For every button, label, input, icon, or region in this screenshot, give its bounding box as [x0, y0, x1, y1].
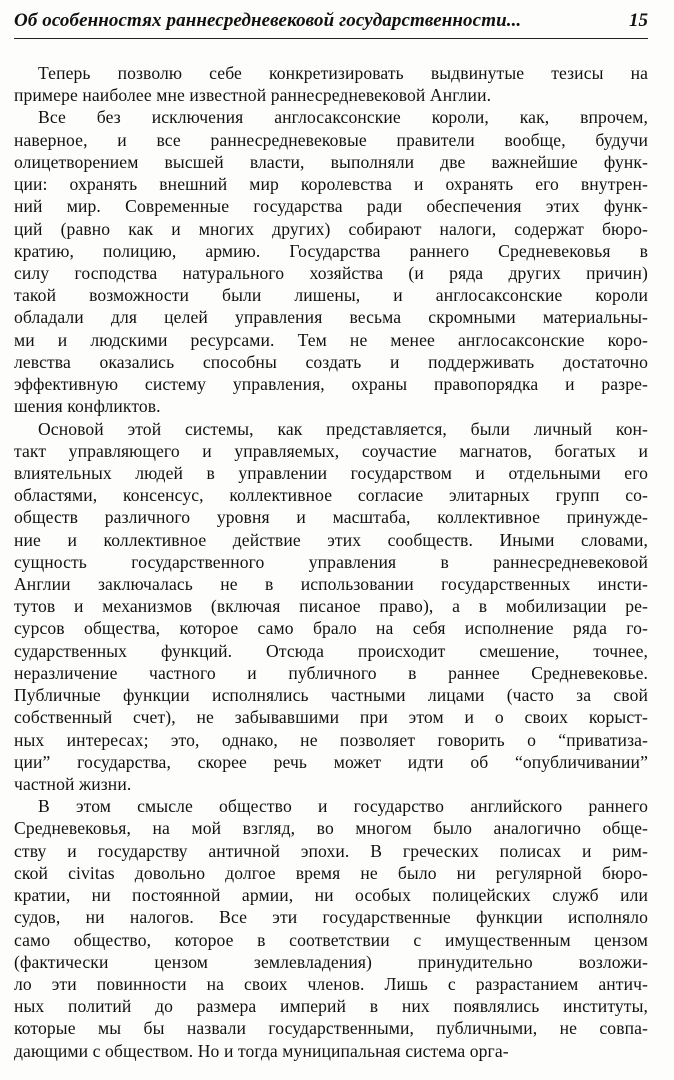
text-line: обладали для целей управления весьма скромными материальны- [14, 307, 648, 328]
text-line: ми и людскими ресурсами. Тем не менее англосаксонские коро- [14, 329, 648, 350]
text-line: кратии, ни постоянной армии, ни особых полицейских служб или [14, 885, 648, 906]
text-line: ных политий до размера империй в них появлялись институты, [14, 996, 648, 1017]
text-line: влиятельных людей в управлении государством и отдельными его [14, 462, 648, 483]
text-line: сударственных функций. Отсюда происходит смешение, точнее, [14, 640, 648, 661]
text-line: ции: охранять внешний мир королевства и охранять его внутрен- [14, 174, 648, 195]
text-line: само общество, которое в соответствии с имущественным цензом [14, 929, 648, 950]
text-line: неразличение частного и публичного в раннее Средневековье. [14, 662, 648, 683]
text-line: частной жизни. [14, 774, 132, 794]
text-line: сущность государственного управления в раннесредневековой [14, 551, 648, 572]
text-line: силу господства натурального хозяйства (и ряда других причин) [14, 262, 648, 283]
paragraph [14, 795, 648, 1062]
text-line: тутов и механизмов (включая писаное право), а в мобилизации ре- [14, 596, 648, 617]
text-line: Теперь позволю себе конкретизировать выдвинутые тезисы на [38, 63, 648, 83]
text-line: Публичные функции исполнялись частными лицами (часто за свой [14, 685, 648, 706]
text-line: собственный счет), не забывавшими при этом и о своих корыст- [14, 707, 648, 728]
page-number: 15 [629, 10, 648, 31]
paragraph [14, 106, 648, 417]
text-line: Основой этой системы, как представляется, были личный кон- [38, 418, 648, 439]
body-text [14, 62, 648, 1062]
text-line: такой возможности были лишены, и англосаксонские короли [14, 285, 648, 306]
text-line: ных интересах; это, однако, не позволяет говорить о “приватиза- [14, 729, 648, 750]
text-line: шения конфликтов. [14, 396, 161, 417]
paragraph [14, 62, 648, 106]
text-line: Англии заключалась не в использовании государственных инсти- [14, 574, 648, 595]
text-line: такт управляющего и управляемых, соучастие магнатов, богатых и [14, 440, 648, 461]
running-header-title: Об особенностях раннесредневековой государственности... [14, 10, 522, 31]
text-line: ний мир. Современные государства ради обеспечения этих функ- [14, 196, 648, 217]
text-line: ству и государству античной эпохи. В греческих полисах и рим- [14, 840, 648, 861]
text-line: Все без исключения англосаксонские короли, как, впрочем, [38, 107, 648, 128]
text-line: областями, консенсус, коллективное согласие элитарных групп со- [14, 485, 648, 506]
text-line: В этом смысле общество и государство английского раннего [38, 796, 648, 817]
text-line: которые мы бы назвали государственными, публичными, не совпа- [14, 1018, 648, 1039]
text-line: примере наиболее мне известной раннесредневековой Англии. [14, 85, 492, 106]
text-line: левства оказались способны создать и поддерживать достаточно [14, 351, 648, 372]
text-line: дающими с обществом. Но и тогда муниципальная система орга- [14, 1040, 509, 1061]
text-line: эффективную систему управления, охраны правопорядка и разре- [14, 374, 648, 395]
text-line: ской civitas довольно долгое время не было ни регулярной бюро- [14, 862, 648, 883]
text-line: обществ различного уровня и масштаба, коллективное принужде- [14, 507, 648, 528]
text-line: ции” государства, скорее речь может идти об “опубличивании” [14, 751, 648, 772]
text-line: сурсов общества, которое само брало на себя исполнение ряда го- [14, 618, 648, 639]
text-line: олицетворением высшей власти, выполняли две важнейшие функ- [14, 151, 648, 172]
text-line: кратию, полицию, армию. Государства раннего Средневековья в [14, 240, 648, 261]
text-line: наверное, и все раннесредневековые правители вообще, будучи [14, 129, 648, 150]
text-line: ций (равно как и многих других) собирают налоги, содержат бюро- [14, 218, 648, 239]
text-line: ло эти повинности на своих членов. Лишь с разрастанием антич- [14, 973, 648, 994]
running-header [14, 10, 648, 39]
text-line: Средневековья, на мой взгляд, во многом было аналогично обще- [14, 818, 648, 839]
text-line: (фактически цензом землевладения) принудительно возложи- [14, 951, 648, 972]
text-line: судов, ни налогов. Все эти государственные функции исполняло [14, 907, 648, 928]
paragraph [14, 418, 648, 796]
text-line: ние и коллективное действие этих сообществ. Иными словами, [14, 529, 648, 550]
